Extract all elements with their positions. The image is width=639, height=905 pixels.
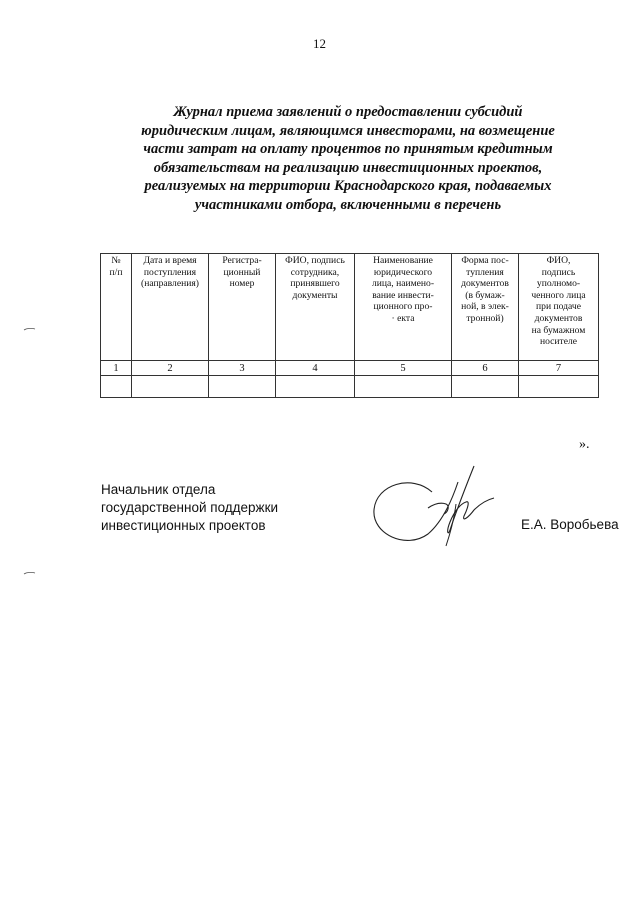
empty-cell bbox=[101, 376, 132, 398]
header-text: ФИО, bbox=[546, 255, 571, 266]
header-text: уполномо- bbox=[536, 278, 581, 290]
header-text: поступления bbox=[143, 266, 197, 278]
header-text: сотрудника, bbox=[290, 266, 340, 278]
document-title bbox=[100, 103, 596, 215]
header-text: Наименование bbox=[373, 255, 433, 266]
column-number: 6 bbox=[452, 361, 519, 376]
header-cell-employee bbox=[276, 254, 355, 361]
journal-table bbox=[100, 253, 599, 398]
header-text: тронной) bbox=[466, 312, 504, 324]
table-row bbox=[101, 376, 599, 398]
title-line: участниками отбора, включенными в перечень bbox=[194, 196, 502, 213]
empty-cell bbox=[276, 376, 355, 398]
table-header-row bbox=[101, 254, 599, 361]
header-text: ной, в элек- bbox=[461, 301, 509, 313]
column-number: 5 bbox=[355, 361, 452, 376]
column-number: 1 bbox=[101, 361, 132, 376]
empty-cell bbox=[355, 376, 452, 398]
signer-position bbox=[101, 481, 278, 535]
column-number: 2 bbox=[132, 361, 209, 376]
header-text: принявшего bbox=[290, 278, 340, 290]
header-text: тупления bbox=[466, 266, 504, 278]
header-text: ционный bbox=[223, 266, 261, 278]
margin-mark bbox=[23, 571, 36, 575]
header-text: Регистра- bbox=[222, 255, 262, 266]
header-text: документы bbox=[292, 289, 338, 301]
signer-name: Е.А. Воробьева bbox=[521, 517, 619, 532]
header-text: Дата и время bbox=[143, 255, 197, 266]
header-cell-entity-project bbox=[355, 254, 452, 361]
header-text: · екта bbox=[391, 312, 415, 324]
title-line: юридическим лицам, являющимся инвесторами, на возмещение bbox=[141, 122, 555, 139]
handwritten-signature bbox=[370, 462, 500, 554]
header-text: документов bbox=[534, 312, 583, 324]
header-text: юридического bbox=[373, 266, 433, 278]
header-text: при подаче bbox=[536, 301, 581, 313]
column-number-row bbox=[101, 361, 599, 376]
header-text: № bbox=[111, 255, 121, 266]
title-line: Журнал приема заявлений о предоставлении субсидий bbox=[173, 104, 523, 120]
closing-quote: ». bbox=[579, 437, 590, 452]
header-text: ционного про- bbox=[373, 301, 433, 313]
column-number: 7 bbox=[519, 361, 599, 376]
header-text: вание инвести- bbox=[372, 289, 434, 301]
position-line: государственной поддержки bbox=[101, 500, 279, 515]
position-line: Начальник отдела bbox=[101, 482, 216, 497]
empty-cell bbox=[209, 376, 276, 398]
header-cell-submission-form bbox=[452, 254, 519, 361]
header-cell-reg-number bbox=[209, 254, 276, 361]
header-text: Форма пос- bbox=[461, 255, 509, 266]
header-cell-authorized-person bbox=[519, 254, 599, 361]
empty-cell bbox=[452, 376, 519, 398]
position-line: инвестиционных проектов bbox=[101, 518, 266, 533]
title-line: части затрат на оплату процентов по принятым кредитным bbox=[143, 141, 553, 158]
title-line: обязательствам на реализацию инвестиционных проектов, bbox=[153, 159, 543, 176]
empty-cell bbox=[132, 376, 209, 398]
header-text: (направления) bbox=[141, 278, 199, 290]
margin-mark bbox=[23, 327, 36, 331]
header-text: подпись bbox=[541, 266, 576, 278]
header-text: на бумажном bbox=[531, 324, 586, 336]
header-cell-date bbox=[132, 254, 209, 361]
header-cell-number bbox=[101, 254, 132, 361]
title-line: реализуемых на территории Краснодарского края, подаваемых bbox=[144, 178, 552, 195]
page-number: 12 bbox=[313, 36, 326, 51]
header-text: п/п bbox=[109, 266, 123, 278]
header-text: (в бумаж- bbox=[465, 289, 505, 301]
header-text: номер bbox=[229, 278, 255, 290]
header-text: ченного лица bbox=[531, 289, 586, 301]
header-text: ФИО, подпись bbox=[285, 255, 345, 266]
column-number: 4 bbox=[276, 361, 355, 376]
header-text: документов bbox=[461, 278, 509, 290]
column-number: 3 bbox=[209, 361, 276, 376]
header-text: носителе bbox=[539, 336, 578, 348]
empty-cell bbox=[519, 376, 599, 398]
header-text: лица, наимено- bbox=[371, 278, 435, 290]
